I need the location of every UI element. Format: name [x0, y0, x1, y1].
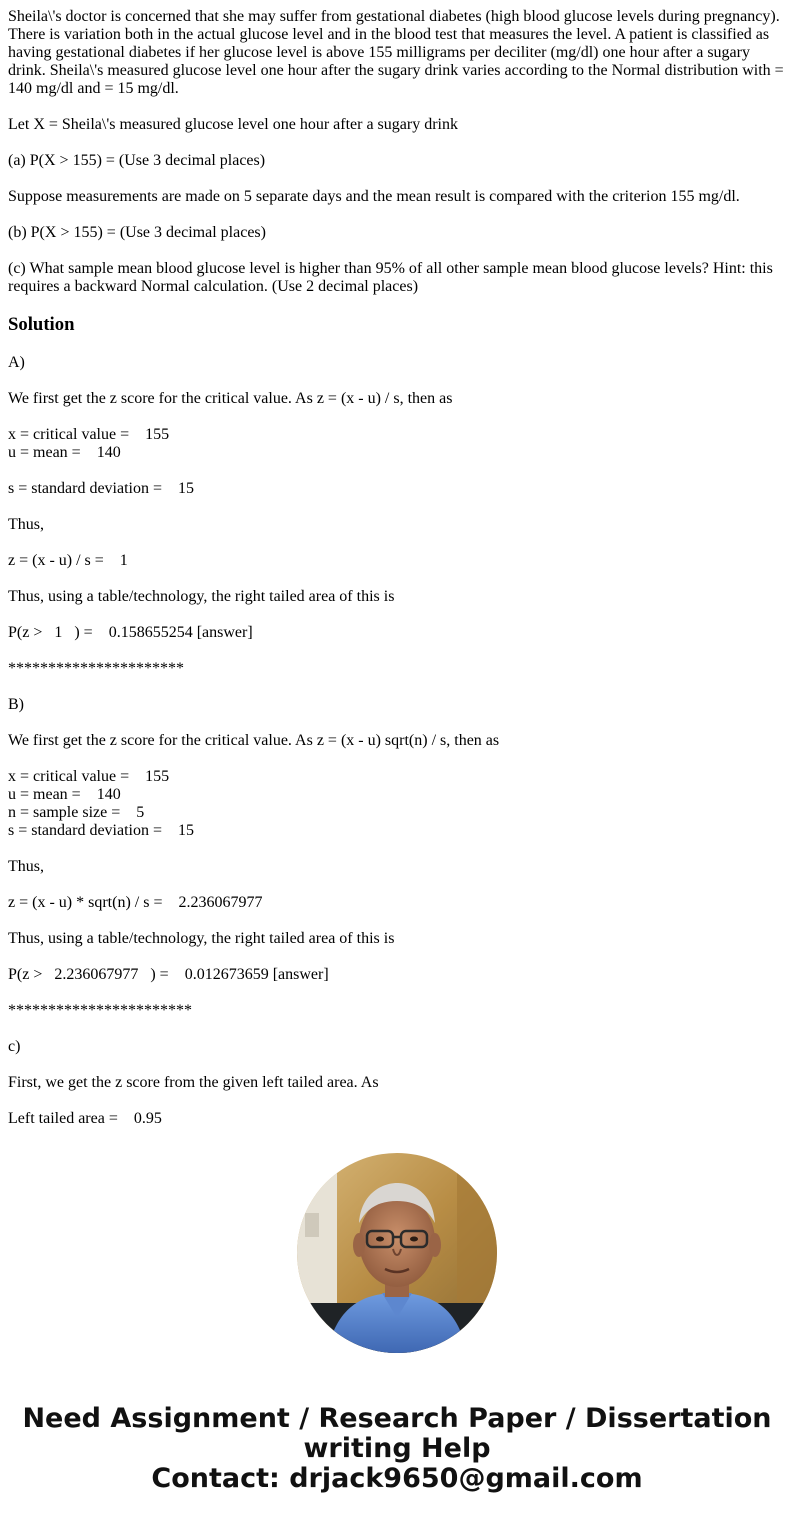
question-part-c: (c) What sample mean blood glucose level is higher than 95% of all other sample mean blood glucose levels? Hint: this requires a backward Normal calculation. (Use 2 decimal places)	[8, 260, 773, 295]
solution-b-separator: ***********************	[8, 1002, 192, 1019]
solution-a-thus: Thus,	[8, 516, 44, 533]
solution-b-values	[8, 768, 786, 840]
solution-a-tail-text: Thus, using a table/technology, the right tailed area of this is	[8, 588, 395, 605]
help-contact-banner	[0, 1404, 794, 1494]
solution-heading: Solution	[8, 314, 75, 335]
solution-b-intro: We first get the z score for the critical value. As z = (x - u) sqrt(n) / s, then as	[8, 732, 500, 749]
question-part-a: (a) P(X > 155) = (Use 3 decimal places)	[8, 152, 266, 169]
solution-a-intro: We first get the z score for the critical value. As z = (x - u) / s, then as	[8, 390, 453, 407]
solution-b-thus: Thus,	[8, 858, 44, 875]
solution-b-n-line: n = sample size = 5	[8, 804, 145, 821]
question-intro: Sheila\'s doctor is concerned that she may suffer from gestational diabetes (high blood glucose levels during pregnancy). There is variation both in the actual glucose level and in the blood test that measures the level. A patient is classified as having gestational diabetes if her glucose level is above 155 milligrams per deciliter (mg/dl) one hour after a sugary drink. Sheila\'s measured glucose level one hour after the sugary drink varies according to the Normal distribution with = 140 mg/dl and = 15 mg/dl.	[8, 8, 784, 97]
solution-b-u-line: u = mean = 140	[8, 786, 121, 803]
banner-line-1: Need Assignment / Research Paper / Dissertation	[22, 1403, 772, 1434]
solution-c-area-line: Left tailed area = 0.95	[8, 1110, 162, 1127]
solution-c-intro: First, we get the z score from the given left tailed area. As	[8, 1074, 379, 1091]
question-suppose: Suppose measurements are made on 5 separate days and the mean result is compared with the criterion 155 mg/dl.	[8, 188, 740, 205]
solution-a-x-line: x = critical value = 155	[8, 426, 170, 443]
solution-b-answer: P(z > 2.236067977 ) = 0.012673659 [answer]	[8, 966, 329, 983]
solution-b-s-line: s = standard deviation = 15	[8, 822, 195, 839]
solution-a-separator: **********************	[8, 660, 184, 677]
solution-c-label: c)	[8, 1038, 21, 1055]
solution-b-x-line: x = critical value = 155	[8, 768, 170, 785]
solution-a-label: A)	[8, 354, 25, 371]
banner-contact-line[interactable]: Contact: drjack9650@gmail.com	[151, 1463, 643, 1494]
question-part-b: (b) P(X > 155) = (Use 3 decimal places)	[8, 224, 266, 241]
question-let-x: Let X = Sheila\'s measured glucose level one hour after a sugary drink	[8, 116, 458, 133]
solution-b-tail-text: Thus, using a table/technology, the right tailed area of this is	[8, 930, 395, 947]
solution-a-s-line: s = standard deviation = 15	[8, 480, 195, 497]
solution-a-u-line: u = mean = 140	[8, 444, 121, 461]
banner-line-2: writing Help	[303, 1433, 491, 1464]
solution-b-z-line: z = (x - u) * sqrt(n) / s = 2.236067977	[8, 894, 263, 911]
solution-a-values	[8, 426, 786, 462]
solution-a-answer: P(z > 1 ) = 0.158655254 [answer]	[8, 624, 253, 641]
solution-a-z-line: z = (x - u) / s = 1	[8, 552, 128, 569]
author-portrait-image	[297, 1153, 497, 1353]
author-avatar	[297, 1153, 497, 1353]
solution-b-label: B)	[8, 696, 24, 713]
